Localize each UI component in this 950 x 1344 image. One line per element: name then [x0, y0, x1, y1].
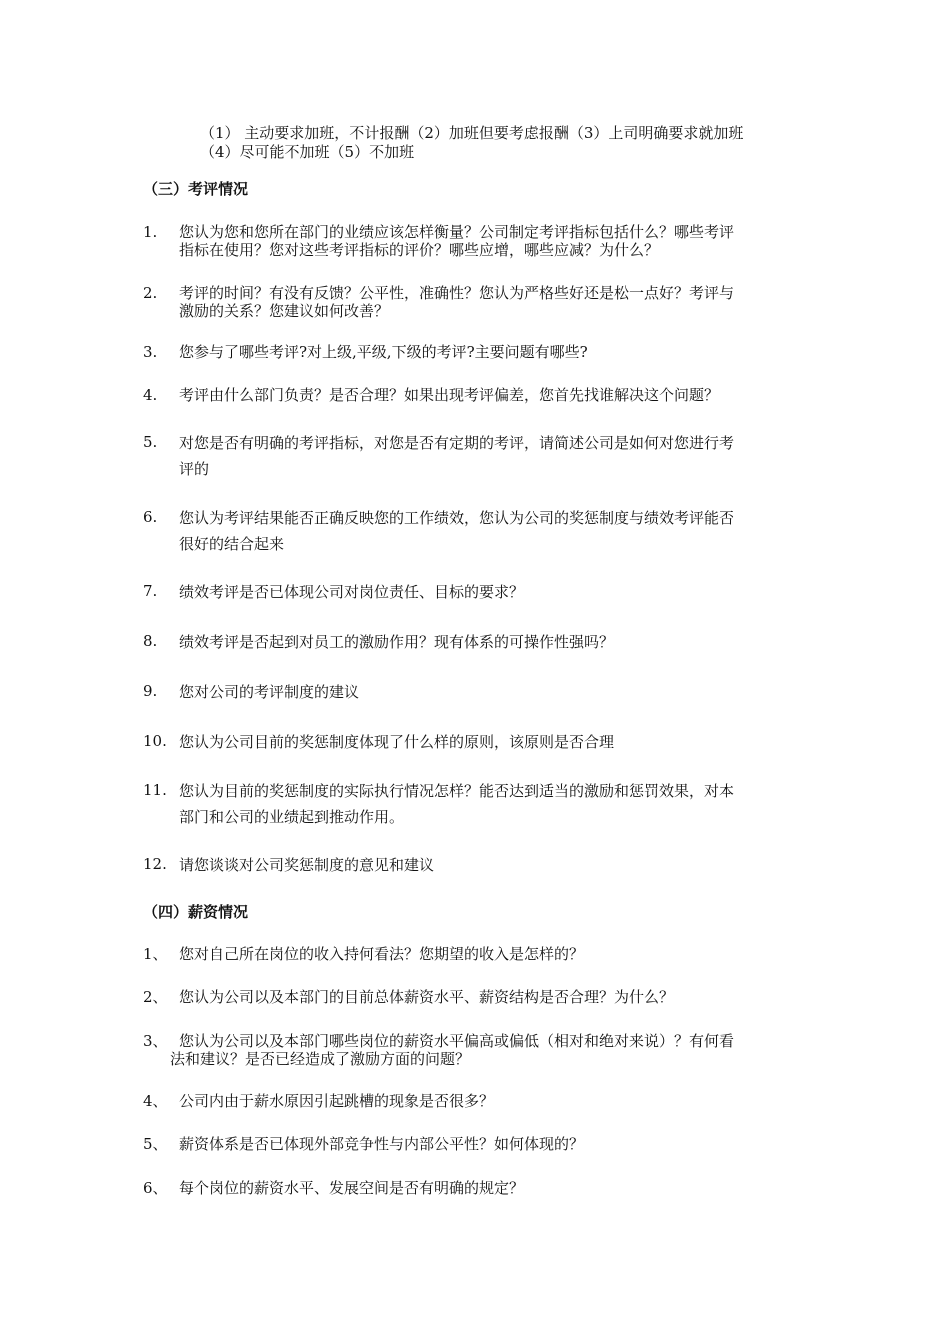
- item-text-line-1: 您参与了哪些考评?对上级,平级,下级的考评?主要问题有哪些?: [179, 343, 588, 361]
- item-text-line-1: 您认为公司以及本部门哪些岗位的薪资水平偏高或偏低（相对和绝对来说）？有何看: [179, 1032, 735, 1050]
- item-text-line-1: 薪资体系是否已体现外部竞争性与内部公平性？如何体现的？: [179, 1135, 585, 1153]
- item-text-line-2: 法和建议？是否已经造成了激励方面的问题？: [170, 1050, 471, 1068]
- item-text-line-1: 绩效考评是否起到对员工的激励作用？现有体系的可操作性强吗？: [179, 633, 615, 651]
- item-text-line-1: 对您是否有明确的考评指标，对您是否有定期的考评，请简述公司是如何对您进行考: [179, 434, 735, 452]
- item-number: 11.: [143, 781, 167, 799]
- item-text-line-1: 您认为您和您所在部门的业绩应该怎样衡量？公司制定考评指标包括什么？哪些考评: [179, 223, 735, 241]
- item-number: 2、: [143, 988, 168, 1006]
- item-number: 4、: [143, 1092, 168, 1110]
- item-number: 8.: [143, 632, 158, 650]
- section-3-title: （三）考评情况: [143, 180, 249, 198]
- item-number: 3.: [143, 343, 158, 361]
- item-number: 5.: [143, 433, 158, 451]
- item-number: 7.: [143, 582, 158, 600]
- item-text-line-2: 部门和公司的业绩起到推动作用。: [179, 808, 405, 826]
- item-number: 5、: [143, 1135, 168, 1153]
- section-4-title: （四）薪资情况: [143, 903, 249, 921]
- item-text-line-2: 评的: [179, 460, 210, 478]
- item-text-line-1: 您对自己所在岗位的收入持何看法？您期望的收入是怎样的？: [179, 945, 585, 963]
- item-number: 1.: [143, 223, 158, 241]
- item-text-line-1: 考评由什么部门负责？是否合理？如果出现考评偏差，您首先找谁解决这个问题？: [179, 386, 720, 404]
- item-text-line-2: 指标在使用？您对这些考评指标的评价？哪些应增，哪些应减？为什么？: [179, 241, 660, 259]
- item-text-line-1: 考评的时间？有没有反馈？公平性，准确性？您认为严格些好还是松一点好？考评与: [179, 284, 735, 302]
- item-text-line-1: 您认为公司目前的奖惩制度体现了什么样的原则，该原则是否合理: [179, 733, 615, 751]
- item-text-line-1: 每个岗位的薪资水平、发展空间是否有明确的规定？: [179, 1179, 525, 1197]
- item-text-line-1: 您认为目前的奖惩制度的实际执行情况怎样？能否达到适当的激励和惩罚效果，对本: [179, 782, 735, 800]
- item-number: 4.: [143, 386, 158, 404]
- item-number: 10.: [143, 732, 167, 750]
- item-number: 12.: [143, 855, 167, 873]
- item-text-line-1: 您对公司的考评制度的建议: [179, 683, 360, 701]
- item-text-line-1: 请您谈谈对公司奖惩制度的意见和建议: [179, 856, 435, 874]
- overtime-options-line-2: （4）尽可能不加班（5）不加班: [200, 143, 415, 161]
- item-number: 1、: [143, 945, 168, 963]
- item-number: 6.: [143, 508, 158, 526]
- item-text-line-2: 很好的结合起来: [179, 535, 285, 553]
- overtime-options-line-1: （1） 主动要求加班，不计报酬（2）加班但要考虑报酬（3）上司明确要求就加班: [200, 124, 744, 142]
- item-text-line-1: 公司内由于薪水原因引起跳槽的现象是否很多？: [179, 1092, 495, 1110]
- item-text-line-1: 您认为考评结果能否正确反映您的工作绩效，您认为公司的奖惩制度与绩效考评能否: [179, 509, 735, 527]
- item-number: 2.: [143, 284, 158, 302]
- item-text-line-2: 激励的关系？您建议如何改善？: [179, 302, 390, 320]
- item-number: 3、: [143, 1032, 168, 1050]
- item-number: 6、: [143, 1179, 168, 1197]
- item-number: 9.: [143, 682, 158, 700]
- item-text-line-1: 绩效考评是否已体现公司对岗位责任、目标的要求？: [179, 583, 525, 601]
- item-text-line-1: 您认为公司以及本部门的目前总体薪资水平、薪资结构是否合理？为什么？: [179, 988, 675, 1006]
